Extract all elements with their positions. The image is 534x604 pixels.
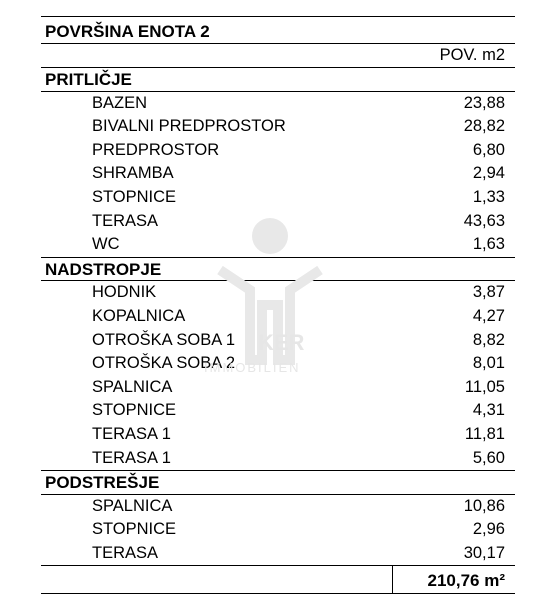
room-name: TERASA 1 [92, 448, 171, 467]
room-row [41, 115, 515, 139]
section-header: PODSTREŠJE [41, 470, 515, 495]
total-row [41, 565, 515, 594]
room-name: WC [92, 235, 120, 254]
room-name: PREDPROSTOR [92, 140, 220, 159]
room-row [41, 305, 515, 329]
room-name: TERASA [92, 543, 159, 562]
room-area: 28,82 [463, 117, 505, 136]
room-area: 10,86 [463, 496, 505, 515]
unit-header: POV. m2 [439, 46, 505, 64]
room-area: 11,81 [464, 424, 505, 443]
room-name: BIVALNI PREDPROSTOR [92, 117, 286, 136]
room-name: STOPNICE [92, 187, 177, 206]
room-row [41, 281, 515, 305]
room-row [41, 210, 515, 234]
room-area: 23,88 [463, 93, 505, 112]
area-table [41, 16, 515, 594]
total-divider [392, 566, 393, 593]
section-header: NADSTROPJE [41, 257, 515, 282]
room-name: BAZEN [92, 93, 148, 112]
room-area: 1,33 [472, 187, 505, 206]
room-area: 4,31 [472, 401, 505, 420]
header-row [41, 43, 515, 67]
room-row [41, 139, 515, 163]
room-name: OTROŠKA SOBA 1 [92, 330, 236, 349]
room-area: 30,17 [463, 543, 505, 562]
room-area: 2,94 [472, 164, 505, 183]
room-row [41, 329, 515, 353]
sections [41, 67, 515, 565]
room-name: TERASA 1 [92, 424, 171, 443]
room-area: 6,80 [472, 140, 505, 159]
section-header: PRITLIČJE [41, 67, 515, 92]
room-area: 8,01 [472, 354, 505, 373]
table-title: POVRŠINA ENOTA 2 [41, 16, 515, 43]
room-area: 3,87 [472, 283, 505, 302]
room-row [41, 92, 515, 116]
room-row [41, 423, 515, 447]
room-row [41, 352, 515, 376]
room-name: OTROŠKA SOBA 2 [92, 354, 236, 373]
watermark-text-line2: IMMOBILIEN [204, 360, 301, 375]
room-row [41, 186, 515, 210]
room-row [41, 542, 515, 566]
total-value: 210,76 m² [427, 571, 505, 591]
room-name: STOPNICE [92, 401, 177, 420]
watermark-text-line1: KER [258, 330, 305, 355]
room-area: 8,82 [472, 330, 505, 349]
room-row [41, 518, 515, 542]
room-area: 2,96 [472, 520, 505, 539]
room-area: 11,05 [464, 377, 505, 396]
room-area: 1,63 [472, 235, 505, 254]
room-area: 5,60 [472, 448, 505, 467]
room-row [41, 162, 515, 186]
room-name: SHRAMBA [92, 164, 174, 183]
room-name: TERASA [92, 211, 159, 230]
room-row [41, 399, 515, 423]
room-name: HODNIK [92, 283, 157, 302]
room-name: KOPALNICA [92, 306, 186, 325]
room-name: STOPNICE [92, 520, 177, 539]
room-name: SPALNICA [92, 496, 173, 515]
room-row [41, 376, 515, 400]
room-area: 43,63 [463, 211, 505, 230]
room-row [41, 233, 515, 257]
room-area: 4,27 [472, 306, 505, 325]
room-name: SPALNICA [92, 377, 173, 396]
room-row [41, 495, 515, 519]
room-row [41, 447, 515, 471]
